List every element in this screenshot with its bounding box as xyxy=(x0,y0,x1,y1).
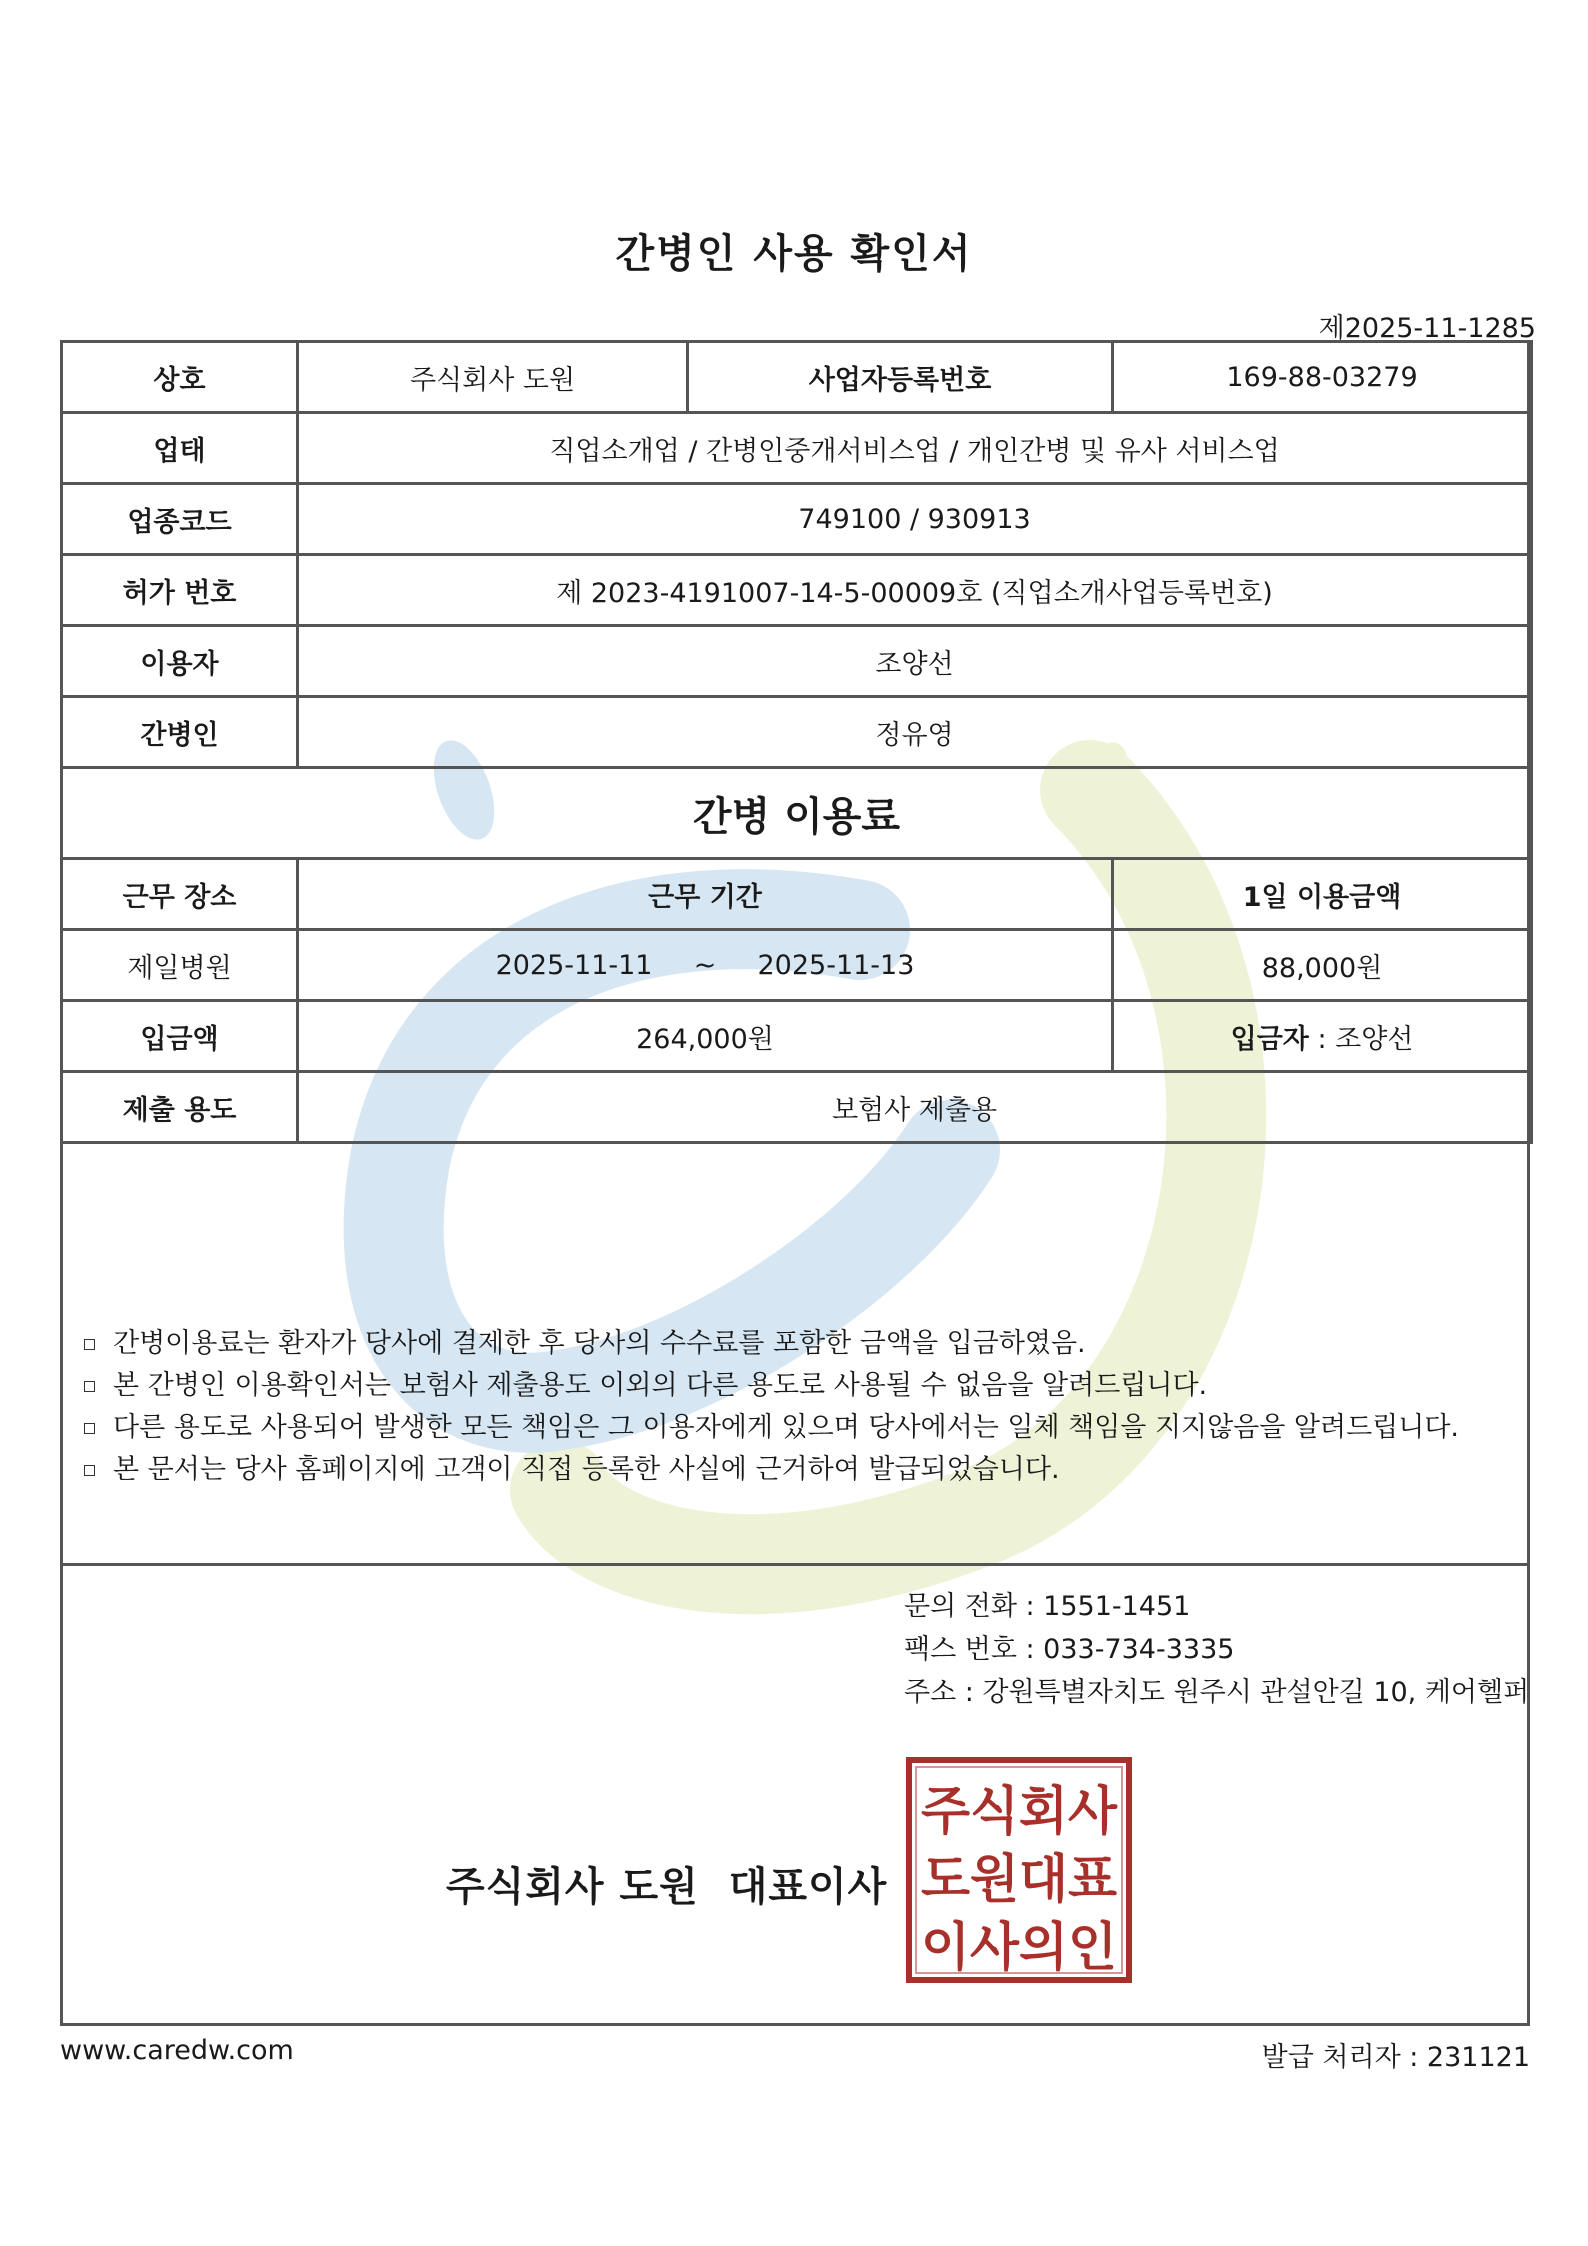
daily-fee-value: 88,000원 xyxy=(1113,930,1532,1001)
company-seal-stamp xyxy=(906,1757,1132,1983)
industry-code-label: 업종코드 xyxy=(62,484,298,555)
stamp-line: 이사의인 xyxy=(921,1918,1117,1978)
user-label: 이용자 xyxy=(62,626,298,697)
industry-code-value: 749100 / 930913 xyxy=(298,484,1532,555)
contact-block xyxy=(904,1585,1529,1714)
caregiver-value: 정유영 xyxy=(298,697,1532,768)
square-bullet-icon xyxy=(84,1465,95,1476)
fee-section-title: 간병 이용료 xyxy=(62,768,1532,859)
row-fee-section xyxy=(62,768,1532,859)
section-divider xyxy=(60,1563,1530,1566)
license-label: 허가 번호 xyxy=(62,555,298,626)
biz-reg-label: 사업자등록번호 xyxy=(688,342,1113,413)
period-start: 2025-11-11 xyxy=(495,949,653,981)
depositor-label: 입금자 xyxy=(1230,1023,1309,1055)
row-purpose xyxy=(62,1072,1532,1143)
row-fee-header xyxy=(62,859,1532,930)
company-value: 주식회사 도원 xyxy=(298,342,688,413)
period-label: 근무 기간 xyxy=(298,859,1113,930)
row-fee-values xyxy=(62,930,1532,1001)
row-industry-code xyxy=(62,484,1532,555)
square-bullet-icon xyxy=(84,1381,95,1392)
biz-type-value: 직업소개업 / 간병인중개서비스업 / 개인간병 및 유사 서비스업 xyxy=(298,413,1532,484)
note-text: 본 간병인 이용확인서는 보험사 제출용도 이외의 다른 용도로 사용될 수 없음을 알려드립니다. xyxy=(113,1370,1208,1401)
signer-title: 대표이사 xyxy=(728,1864,888,1910)
biz-reg-value: 169-88-03279 xyxy=(1113,342,1532,413)
purpose-value: 보험사 제출용 xyxy=(298,1072,1532,1143)
signer-company: 주식회사 도원 xyxy=(446,1864,699,1910)
document-number: 제2025-11-1285 xyxy=(1318,313,1536,344)
info-table xyxy=(60,340,1533,1144)
square-bullet-icon xyxy=(84,1423,95,1434)
user-value: 조양선 xyxy=(298,626,1532,697)
purpose-label: 제출 용도 xyxy=(62,1072,298,1143)
caregiver-label: 간병인 xyxy=(62,697,298,768)
place-label: 근무 장소 xyxy=(62,859,298,930)
note-text: 간병이용료는 환자가 당사에 결제한 후 당사의 수수료를 포함한 금액을 입금하였음. xyxy=(113,1328,1086,1359)
issuer-id: 발급 처리자 : 231121 xyxy=(1261,2042,1530,2073)
note-item xyxy=(84,1449,1459,1491)
contact-phone: 문의 전화 : 1551-1451 xyxy=(904,1591,1191,1622)
note-text: 다른 용도로 사용되어 발생한 모든 책임은 그 이용자에게 있으며 당사에서는 일체 책임을 지지않음을 알려드립니다. xyxy=(113,1412,1460,1443)
row-user xyxy=(62,626,1532,697)
period-end: 2025-11-13 xyxy=(757,949,915,981)
document-title: 간병인 사용 확인서 xyxy=(615,231,973,277)
square-bullet-icon xyxy=(84,1339,95,1350)
depositor-value: 조양선 xyxy=(1335,1023,1414,1055)
period-value xyxy=(298,930,1113,1001)
row-caregiver xyxy=(62,697,1532,768)
row-biz-type xyxy=(62,413,1532,484)
note-text: 본 문서는 당사 홈페이지에 고객이 직접 등록한 사실에 근거하여 발급되었습니다. xyxy=(113,1454,1060,1485)
deposit-label: 입금액 xyxy=(62,1001,298,1072)
biz-type-label: 업태 xyxy=(62,413,298,484)
row-license xyxy=(62,555,1532,626)
row-company xyxy=(62,342,1532,413)
place-value: 제일병원 xyxy=(62,930,298,1001)
signer-line xyxy=(446,1855,887,1912)
period-separator: ~ xyxy=(693,949,717,981)
notes-list xyxy=(84,1323,1459,1491)
note-item xyxy=(84,1365,1459,1407)
license-value: 제 2023-4191007-14-5-00009호 (직업소개사업등록번호) xyxy=(298,555,1532,626)
website-link[interactable]: www.caredw.com xyxy=(60,2035,294,2066)
note-item xyxy=(84,1323,1459,1365)
company-label: 상호 xyxy=(62,342,298,413)
depositor-cell xyxy=(1113,1001,1532,1072)
contact-address: 주소 : 강원특별자치도 원주시 관설안길 10, 케어헬퍼 xyxy=(904,1677,1530,1708)
deposit-value: 264,000원 xyxy=(298,1001,1113,1072)
contact-fax: 팩스 번호 : 033-734-3335 xyxy=(904,1634,1235,1665)
note-item xyxy=(84,1407,1459,1449)
stamp-line: 주식회사 xyxy=(921,1782,1118,1842)
depositor-colon: : xyxy=(1308,1023,1336,1055)
row-deposit xyxy=(62,1001,1532,1072)
stamp-line: 도원대표 xyxy=(921,1850,1117,1910)
daily-fee-label: 1일 이용금액 xyxy=(1113,859,1532,930)
